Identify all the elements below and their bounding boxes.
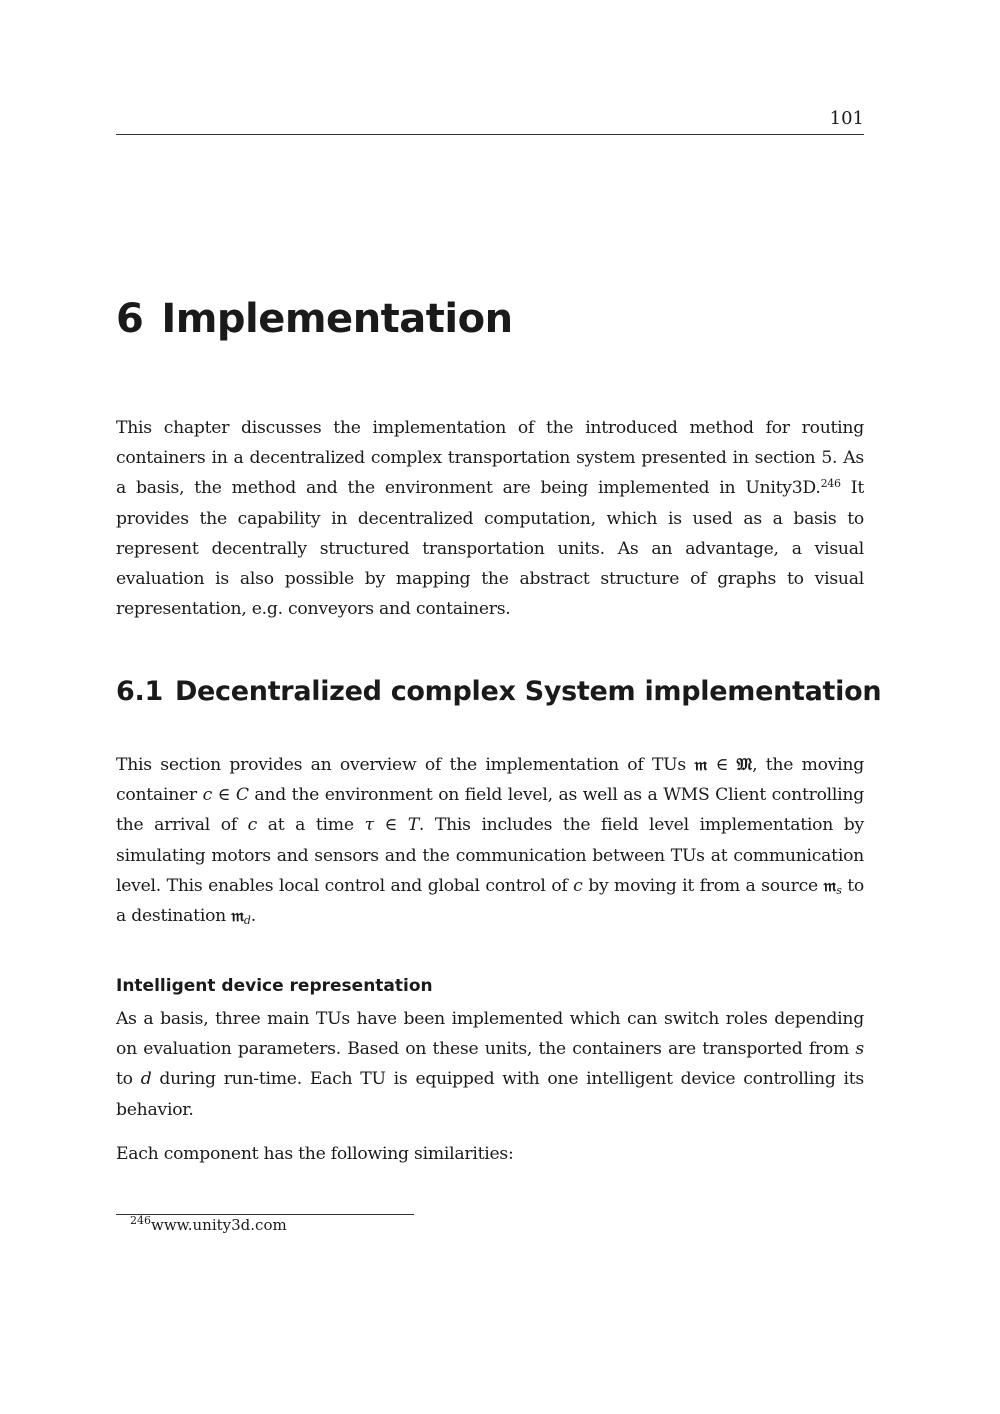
math-source-symbol: 𝔪 xyxy=(823,875,837,896)
devices-paragraph xyxy=(116,1004,864,1125)
similarities-paragraph: Each component has the following similarities: xyxy=(116,1144,514,1164)
math-tu-set-symbol: 𝔐 xyxy=(736,755,753,775)
header-rule xyxy=(116,134,864,135)
math-container-symbol: c xyxy=(202,785,212,806)
overview-text: ∈ xyxy=(211,785,236,806)
overview-text: This section provides an overview of the implementation of TUs xyxy=(116,755,695,775)
math-time-symbol: τ xyxy=(364,815,374,836)
footnote-number: 246 xyxy=(130,1214,151,1227)
overview-text: . xyxy=(250,906,256,927)
math-destination-subscript: d xyxy=(243,914,251,928)
page-number: 101 xyxy=(829,108,864,129)
overview-text: at a time xyxy=(257,815,365,836)
intro-text-1: This chapter discusses the implementation of the introduced method for routing containers in a decentralized complex transportation system presented in section 5. As a basis, the method and the environment are being implemented in Unity3D. xyxy=(116,418,864,499)
chapter-number: 6 xyxy=(116,296,144,342)
intro-paragraph xyxy=(116,413,864,624)
footnote-rule xyxy=(116,1214,414,1215)
footnote-reference[interactable]: 246 xyxy=(820,477,841,491)
section-title-text: Decentralized complex System implementation xyxy=(174,676,882,707)
overview-text: by moving it from a source xyxy=(582,875,824,896)
chapter-title-text: Implementation xyxy=(161,296,513,342)
overview-text: to a destination xyxy=(116,875,864,927)
overview-paragraph xyxy=(116,750,864,931)
math-destination-symbol: 𝔪 xyxy=(231,906,244,927)
section-title xyxy=(116,676,881,707)
chapter-title xyxy=(116,296,513,342)
devices-text: As a basis, three main TUs have been implemented which can switch roles depending on evaluation parameters. Based on these units, the containers are transported from xyxy=(116,1009,864,1060)
math-source-subscript: s xyxy=(836,883,842,897)
overview-text: ∈ xyxy=(373,815,408,836)
footnote xyxy=(130,1216,287,1234)
devices-text: during run-time. Each TU is equipped with one intelligent device controlling its behavior. xyxy=(116,1069,865,1120)
math-time-set-symbol: T xyxy=(407,815,419,836)
overview-text: ∈ xyxy=(707,755,737,775)
math-container-set-symbol: C xyxy=(235,785,249,806)
devices-text: to xyxy=(116,1069,141,1090)
intro-text-2: It provides the capability in decentralized computation, which is used as a basis to represent decentrally structured transportation units. As an advantage, a visual evaluation is also possible by mapping the abstract structure of graphs to visual representation, e.g. conveyors and containers. xyxy=(116,478,864,620)
footnote-text[interactable]: www.unity3d.com xyxy=(151,1216,287,1234)
overview-text: and the environment on field level, as well as a WMS Client controlling the arrival of xyxy=(116,785,864,836)
subsection-heading: Intelligent device representation xyxy=(116,976,433,996)
math-tu-symbol: 𝔪 xyxy=(694,755,708,775)
math-destination-var: d xyxy=(140,1069,152,1090)
math-source-var: s xyxy=(855,1039,864,1060)
section-number: 6.1 xyxy=(116,676,163,707)
overview-text: . This includes the field level implementation by simulating motors and sensors and the communication between TUs at communication level. This enables local control and global control of xyxy=(116,815,864,896)
math-container-symbol: c xyxy=(247,815,258,836)
overview-text: , the moving container xyxy=(116,755,865,806)
math-container-symbol: c xyxy=(573,875,583,896)
